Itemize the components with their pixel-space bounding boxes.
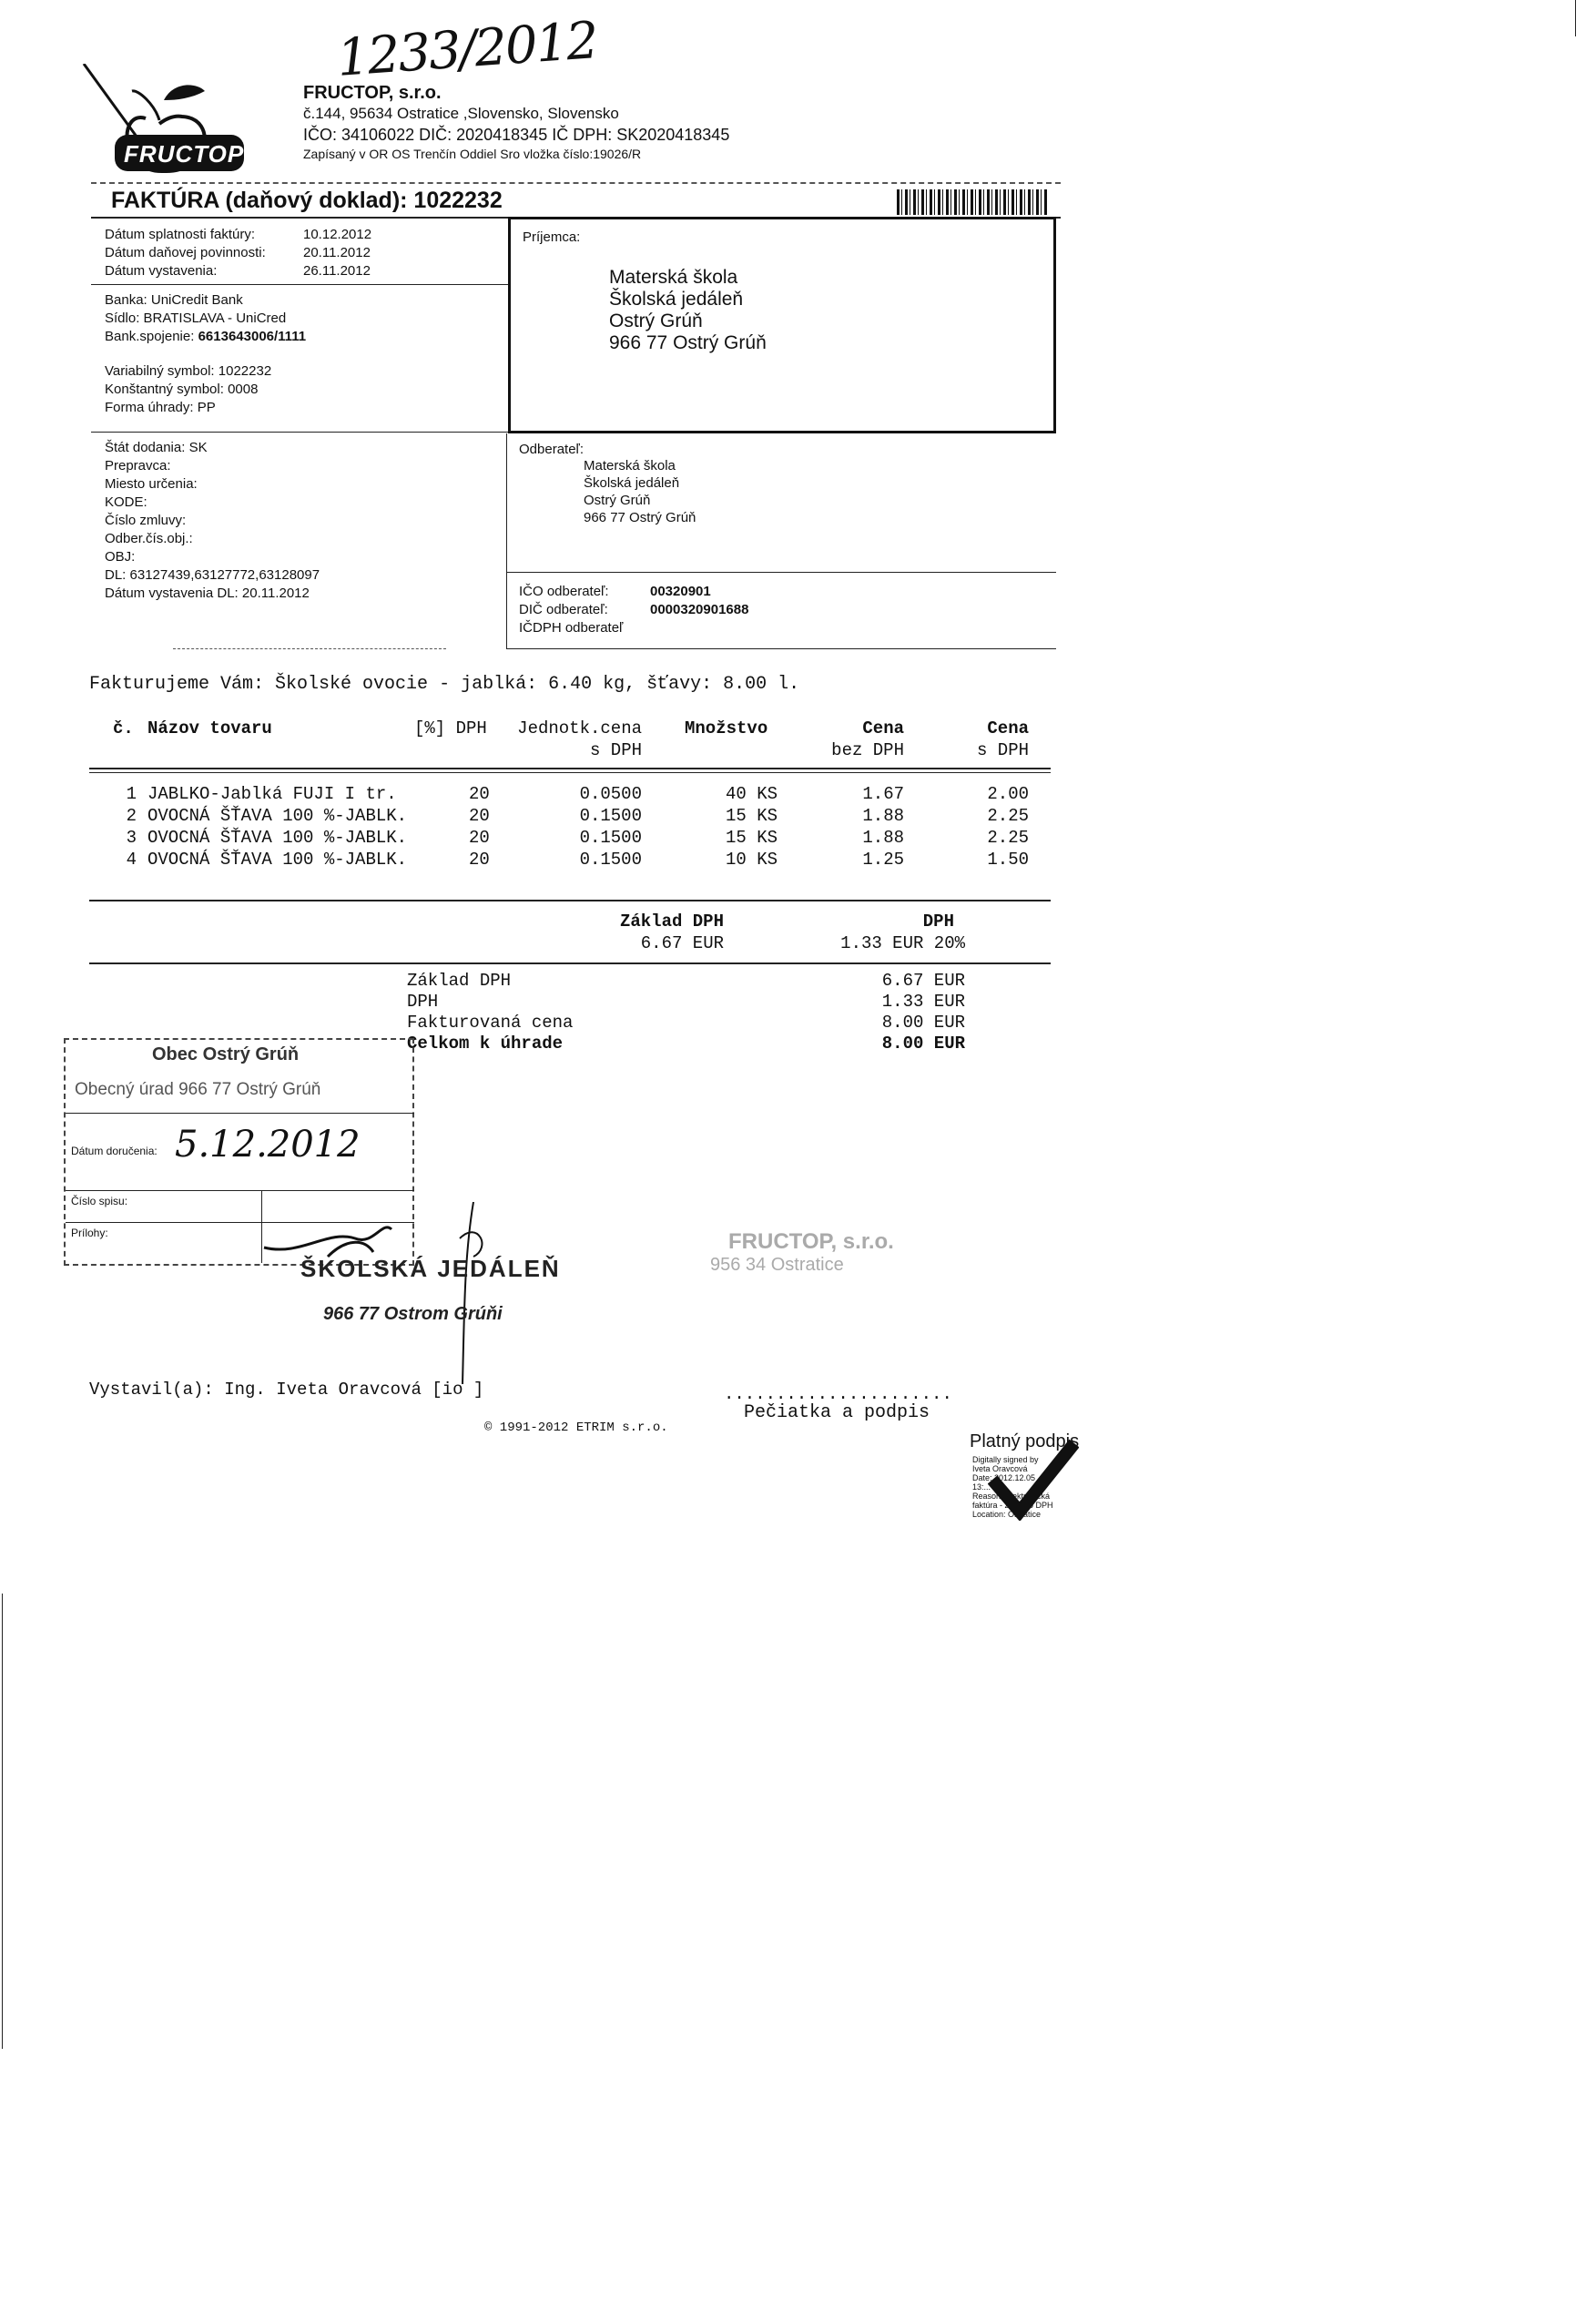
barcode	[897, 189, 1047, 215]
total-due-value: 8.00 EUR	[881, 1034, 965, 1054]
row-qty: 15 KS	[725, 806, 778, 826]
vat-summary	[0, 911, 1596, 956]
row-unit: 0.1500	[579, 850, 642, 870]
col-no: č.	[113, 718, 134, 738]
vat-rule	[89, 962, 1051, 964]
logo-text: FRUCTOP	[124, 140, 245, 168]
row-no: 2	[126, 806, 137, 826]
table-rule-top	[89, 768, 1051, 769]
sig-line: Digitally signed by	[972, 1455, 1039, 1464]
total-label: Fakturovaná cena	[407, 1013, 574, 1033]
stamp-date-value: 5.12.2012	[175, 1124, 361, 1166]
table-row	[0, 827, 1596, 849]
recipient-line: Školská jedáleň	[609, 289, 744, 310]
col-qty: Množstvo	[685, 718, 768, 738]
customer-line: Ostrý Grúň	[584, 493, 651, 508]
shipping-line: Miesto určenia:	[105, 476, 198, 492]
row-gross: 2.25	[987, 806, 1029, 826]
divider-2	[91, 432, 508, 433]
col-unit-sub: s DPH	[589, 740, 642, 760]
dic-value: 0000320901688	[650, 602, 749, 617]
row-net: 1.67	[862, 784, 904, 804]
col-unit: Jednotk.cena	[517, 718, 642, 738]
customer-label: Odberateľ:	[519, 442, 585, 457]
ico-label: IČO odberateľ:	[519, 584, 609, 599]
sig-line: Location: Ostratice	[972, 1510, 1042, 1519]
row-no: 4	[126, 850, 137, 870]
sig-line: Reason: Elektronická	[972, 1492, 1051, 1501]
total-value: 6.67 EUR	[881, 971, 965, 991]
sig-line: Date: 2012.12.05	[972, 1473, 1036, 1482]
table-row	[0, 805, 1596, 827]
invoice-intro: Fakturujeme Vám: Školské ovocie - jablká: 6.40 kg, šťavy: 8.00 l.	[89, 674, 800, 695]
recipient-line: 966 77 Ostrý Grúň	[609, 332, 767, 353]
col-name: Názov tovaru	[147, 718, 272, 738]
customer-address	[584, 457, 696, 526]
checkmark-icon	[988, 1439, 1079, 1525]
handwritten-number: 1233/2012	[335, 11, 599, 88]
row-vat: 20	[469, 784, 490, 804]
row-name: OVOCNÁ ŠŤAVA 100 %-JABLK.	[147, 850, 408, 870]
shipping-line: KODE:	[105, 494, 147, 510]
vertical-divider	[506, 433, 507, 648]
stamp-fructop-line2: 956 34 Ostratice	[710, 1255, 844, 1275]
recipient-line: Materská škola	[609, 267, 738, 288]
vat-base-value: 6.67 EUR	[640, 933, 724, 953]
shipping-line: Odber.čís.obj.:	[105, 531, 193, 546]
row-unit: 0.1500	[579, 806, 642, 826]
total-label: Základ DPH	[407, 971, 512, 991]
company-register: Zapísaný v OR OS Trenčín Oddiel Sro vložka číslo:19026/R	[303, 147, 642, 161]
sig-line: Iveta Oravcová	[972, 1464, 1028, 1473]
recipient-line: Ostrý Grúň	[609, 311, 703, 331]
row-net: 1.88	[862, 806, 904, 826]
table-rule-bottom	[89, 900, 1051, 901]
row-gross: 1.50	[987, 850, 1029, 870]
ico-value: 00320901	[650, 584, 711, 599]
row-gross: 2.00	[987, 784, 1029, 804]
row-vat: 20	[469, 850, 490, 870]
vat-value: 1.33 EUR 20%	[840, 933, 965, 953]
row-name: JABLKO-Jablká FUJI I tr.	[147, 784, 397, 804]
header-dash	[91, 182, 1061, 184]
constant-symbol: Konštantný symbol: 0008	[105, 382, 259, 397]
row-qty: 40 KS	[725, 784, 778, 804]
company-address: č.144, 95634 Ostratice ,Slovensko, Slovensko	[303, 105, 619, 122]
total-value: 1.33 EUR	[881, 992, 965, 1012]
copyright: © 1991-2012 ETRIM s.r.o.	[484, 1421, 668, 1435]
company-header	[303, 82, 729, 162]
tax-date-label: Dátum daňovej povinnosti:	[105, 245, 266, 260]
due-date-label: Dátum splatnosti faktúry:	[105, 227, 256, 242]
col-net-sub: bez DPH	[831, 740, 904, 760]
divider-3	[506, 572, 1056, 573]
shipping-line: Prepravca:	[105, 458, 171, 474]
sig-line: 13:...	[972, 1482, 991, 1492]
company-name: FRUCTOP, s.r.o.	[303, 83, 442, 103]
tax-date-value: 20.11.2012	[303, 245, 371, 260]
stamp-jedalen-line2: 966 77 Ostrom Grúňi	[323, 1304, 503, 1324]
divider-4	[506, 648, 1056, 649]
shipping-line: OBJ:	[105, 549, 136, 565]
table-header	[0, 718, 1596, 763]
row-no: 3	[126, 828, 137, 848]
row-vat: 20	[469, 806, 490, 826]
vat-base-label: Základ DPH	[619, 911, 724, 932]
stamp-obec-line1: Obec Ostrý Grúň	[152, 1044, 300, 1064]
customer-line: Materská škola	[584, 458, 676, 474]
issued-by: Vystavil(a): Ing. Iveta Oravcová [io ]	[89, 1380, 484, 1400]
stamp-sign-label: Pečiatka a podpis	[744, 1402, 930, 1423]
col-net: Cena	[862, 718, 904, 738]
divider-1	[91, 284, 508, 285]
customer-line: Školská jedáleň	[584, 475, 680, 491]
payment-form: Forma úhrady: PP	[105, 400, 216, 415]
issue-date-value: 26.11.2012	[303, 263, 371, 279]
row-name: OVOCNÁ ŠŤAVA 100 %-JABLK.	[147, 806, 408, 826]
table-row	[0, 783, 1596, 805]
table-row	[0, 849, 1596, 871]
row-qty: 15 KS	[725, 828, 778, 848]
row-unit: 0.0500	[579, 784, 642, 804]
company-ids: IČO: 34106022 DIČ: 2020418345 IČ DPH: SK2020418345	[303, 126, 730, 144]
shipping-line: Dátum vystavenia DL: 20.11.2012	[105, 586, 310, 601]
stamp-obec-line2: Obecný úrad 966 77 Ostrý Grúň	[75, 1080, 321, 1099]
scan-edge-right	[1575, 0, 1576, 36]
shipping-line: Číslo zmluvy:	[105, 513, 187, 528]
bank-account-label: Bank.spojenie:	[105, 329, 195, 344]
row-net: 1.88	[862, 828, 904, 848]
bank-name: Banka: UniCredit Bank	[105, 292, 243, 308]
row-unit: 0.1500	[579, 828, 642, 848]
recipient-box	[508, 217, 1056, 433]
col-gross-sub: s DPH	[976, 740, 1029, 760]
recipient-label: Príjemca:	[523, 229, 581, 245]
row-vat: 20	[469, 828, 490, 848]
variable-symbol: Variabilný symbol: 1022232	[105, 363, 272, 379]
symbols-block	[105, 362, 271, 417]
shipping-line: DL: 63127439,63127772,63128097	[105, 567, 320, 583]
stamp-fructop	[710, 1229, 929, 1302]
customer-line: 966 77 Ostrý Grúň	[584, 510, 696, 525]
fructop-logo	[82, 64, 264, 182]
stamp-cell2: Prílohy:	[71, 1227, 108, 1239]
stamp-date-label: Dátum doručenia:	[71, 1145, 158, 1157]
col-gross: Cena	[987, 718, 1029, 738]
shipping-line: Štát dodania: SK	[105, 440, 208, 455]
due-date-value: 10.12.2012	[303, 227, 372, 242]
divider-4-left	[173, 648, 446, 649]
bank-account-value: 6613643006/1111	[198, 329, 307, 344]
col-vat: [%] DPH	[414, 718, 487, 738]
stamp-sign-dots: ......................	[724, 1384, 952, 1404]
row-no: 1	[126, 784, 137, 804]
stamp-cell1: Číslo spisu:	[71, 1195, 128, 1207]
table-rule-top2	[89, 772, 1051, 773]
table-body	[0, 783, 1596, 874]
stamp-jedalen-line1: ŠKOLSKÁ JEDÁLEŇ	[300, 1255, 561, 1282]
signature	[246, 1202, 592, 1384]
vat-label: DPH	[922, 911, 954, 932]
dic-label: DIČ odberateľ:	[519, 602, 608, 617]
row-net: 1.25	[862, 850, 904, 870]
bank-block	[105, 291, 306, 346]
scan-edge-left	[2, 1594, 3, 2049]
stamp-fructop-line1: FRUCTOP, s.r.o.	[728, 1229, 894, 1254]
row-qty: 10 KS	[725, 850, 778, 870]
row-name: OVOCNÁ ŠŤAVA 100 %-JABLK.	[147, 828, 408, 848]
shipping-block	[105, 439, 320, 603]
total-value: 8.00 EUR	[881, 1013, 965, 1033]
icdph-label: IČDPH odberateľ	[519, 620, 624, 636]
bank-seat: Sídlo: BRATISLAVA - UniCred	[105, 311, 287, 326]
row-gross: 2.25	[987, 828, 1029, 848]
issue-date-label: Dátum vystavenia:	[105, 263, 218, 279]
total-due-label: Celkom k úhrade	[407, 1034, 564, 1054]
recipient-address	[609, 267, 767, 354]
sig-line: faktúra - zákon o DPH	[972, 1501, 1053, 1510]
digital-signature-title: Platný podpis	[970, 1431, 1080, 1451]
total-label: DPH	[407, 992, 439, 1012]
invoice-title: FAKTÚRA (daňový doklad): 1022232	[111, 188, 503, 213]
